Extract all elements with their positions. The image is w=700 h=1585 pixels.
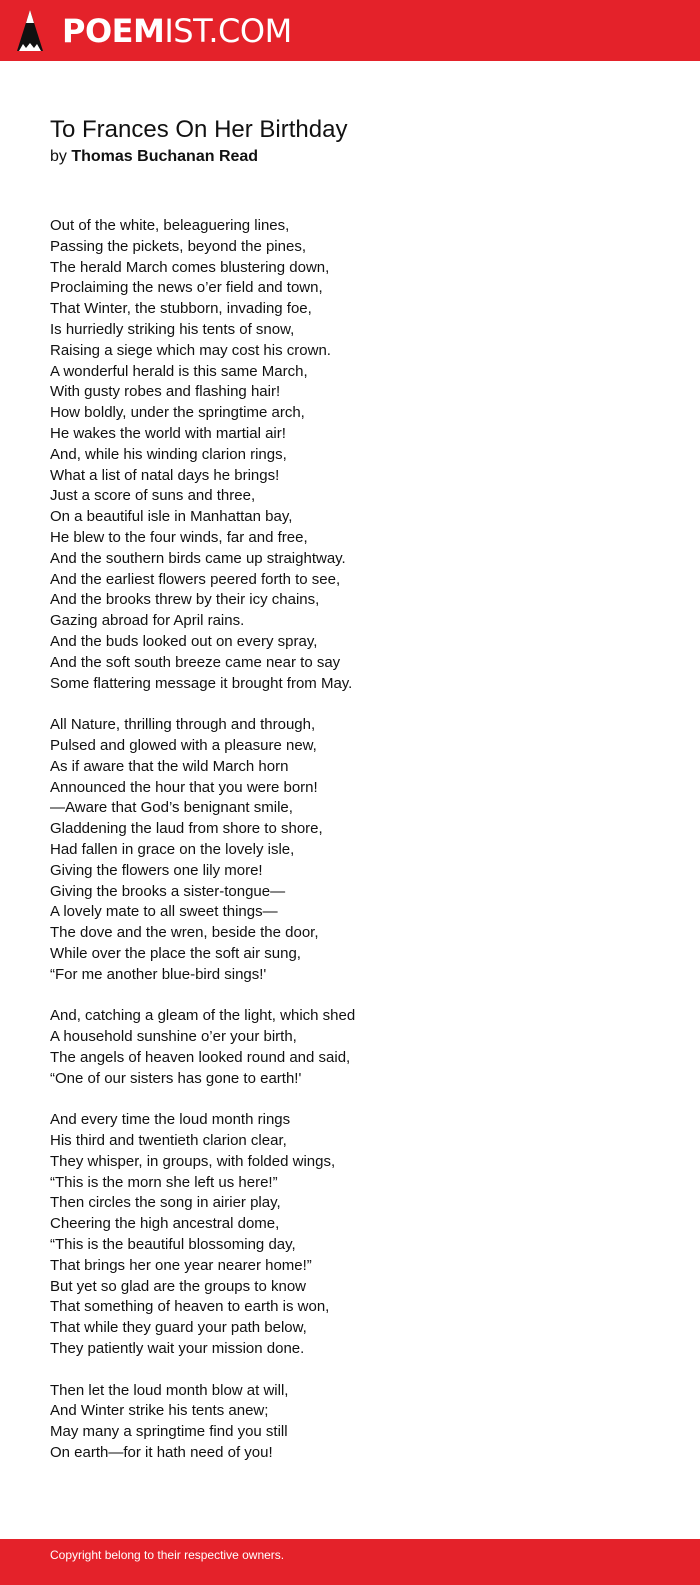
poem-byline bbox=[50, 146, 258, 168]
site-logo[interactable] bbox=[62, 11, 292, 51]
poem-line: The dove and the wren, beside the door, bbox=[50, 924, 319, 942]
poem-line: Out of the white, beleaguering lines, bbox=[50, 217, 290, 234]
poem-line: That Winter, the stubborn, invading foe, bbox=[50, 300, 312, 318]
logo-bold-text: POEM bbox=[62, 12, 165, 50]
poem-line: The herald March comes blustering down, bbox=[50, 258, 330, 276]
logo-light-text: IST.COM bbox=[164, 12, 292, 50]
poem-line: Then circles the song in airier play, bbox=[50, 1194, 281, 1212]
poem-line: Cheering the high ancestral dome, bbox=[50, 1215, 280, 1233]
copyright-text: Copyright belong to their respective owners. bbox=[50, 1548, 285, 1562]
poem-line: That brings her one year nearer home!” bbox=[50, 1256, 312, 1274]
poem-line: “This is the morn she left us here!” bbox=[50, 1173, 278, 1191]
poem-stanza bbox=[50, 1110, 650, 1360]
poem-line: Then let the loud month blow at will, bbox=[50, 1381, 289, 1399]
poem-line: On earth—for it hath need of you! bbox=[50, 1444, 273, 1462]
poem-line: On a beautiful isle in Manhattan bay, bbox=[50, 508, 293, 526]
poem-line: A household sunshine o’er your birth, bbox=[50, 1028, 297, 1046]
poem-line: Proclaiming the news o’er field and town, bbox=[50, 279, 323, 297]
poem-line: And the soft south breeze came near to say bbox=[50, 653, 341, 671]
site-footer bbox=[0, 1539, 700, 1585]
poem-line: He wakes the world with martial air! bbox=[50, 424, 286, 442]
poem-line: With gusty robes and flashing hair! bbox=[50, 383, 281, 401]
poem-line: While over the place the soft air sung, bbox=[50, 944, 301, 962]
poem-line: They patiently wait your mission done. bbox=[50, 1340, 305, 1358]
poem-stanza bbox=[50, 1381, 650, 1464]
poem-line: And every time the loud month rings bbox=[50, 1111, 291, 1129]
poem-line: And, catching a gleam of the light, which shed bbox=[50, 1007, 356, 1025]
poem-stanza bbox=[50, 715, 650, 985]
poem-line: And the buds looked out on every spray, bbox=[50, 632, 318, 650]
poem-line: Some flattering message it brought from May. bbox=[50, 674, 353, 692]
poem-stanza bbox=[50, 216, 650, 694]
poem-line: A lovely mate to all sweet things— bbox=[50, 903, 278, 921]
poem-line: He blew to the four winds, far and free, bbox=[50, 528, 308, 546]
poem-line: A wonderful herald is this same March, bbox=[50, 362, 308, 380]
poem-line: How boldly, under the springtime arch, bbox=[50, 404, 305, 422]
poem-line: And the earliest flowers peered forth to see, bbox=[50, 570, 341, 588]
poem-line: Giving the flowers one lily more! bbox=[50, 861, 263, 879]
poem-line: All Nature, thrilling through and through, bbox=[50, 716, 316, 734]
site-header bbox=[0, 0, 700, 61]
poem-line: “This is the beautiful blossoming day, bbox=[50, 1236, 296, 1254]
poem-line: Raising a siege which may cost his crown. bbox=[50, 341, 331, 359]
poem-line: Giving the brooks a sister-tongue— bbox=[50, 882, 286, 900]
poem-line: Had fallen in grace on the lovely isle, bbox=[50, 840, 295, 858]
poem-line: Announced the hour that you were born! bbox=[50, 778, 318, 796]
poem-line: Passing the pickets, beyond the pines, bbox=[50, 237, 306, 255]
poem-line: “For me another blue-bird sings!' bbox=[50, 965, 267, 983]
poem-body bbox=[50, 216, 650, 1485]
pencil-icon[interactable] bbox=[17, 10, 43, 51]
poem-line: Is hurriedly striking his tents of snow, bbox=[50, 320, 295, 338]
poem-line: Gazing abroad for April rains. bbox=[50, 612, 245, 630]
poem-line: That something of heaven to earth is won, bbox=[50, 1298, 330, 1316]
poem-line: They whisper, in groups, with folded wings, bbox=[50, 1152, 336, 1170]
poem-line: Gladdening the laud from shore to shore, bbox=[50, 820, 323, 838]
poem-line: But yet so glad are the groups to know bbox=[50, 1277, 306, 1295]
poem-line: And Winter strike his tents anew; bbox=[50, 1402, 269, 1420]
poem-line: And the southern birds came up straightway. bbox=[50, 549, 346, 567]
poem-line: What a list of natal days he brings! bbox=[50, 466, 280, 484]
poem-line: May many a springtime find you still bbox=[50, 1423, 288, 1441]
poem-line: As if aware that the wild March horn bbox=[50, 757, 289, 775]
poem-line: And, while his winding clarion rings, bbox=[50, 445, 287, 463]
poem-line: Pulsed and glowed with a pleasure new, bbox=[50, 736, 317, 754]
poem-title: To Frances On Her Birthday bbox=[50, 116, 348, 143]
by-label: by bbox=[50, 148, 67, 165]
poem-line: The angels of heaven looked round and said, bbox=[50, 1048, 351, 1066]
poem-stanza bbox=[50, 1006, 650, 1089]
poem-line: —Aware that God’s benignant smile, bbox=[50, 799, 293, 817]
poem-line: His third and twentieth clarion clear, bbox=[50, 1132, 287, 1150]
poem-author: Thomas Buchanan Read bbox=[71, 148, 259, 165]
poem-line: Just a score of suns and three, bbox=[50, 487, 256, 505]
poem-line: And the brooks threw by their icy chains, bbox=[50, 591, 320, 609]
poem-line: “One of our sisters has gone to earth!' bbox=[50, 1069, 302, 1087]
poem-line: That while they guard your path below, bbox=[50, 1319, 307, 1337]
